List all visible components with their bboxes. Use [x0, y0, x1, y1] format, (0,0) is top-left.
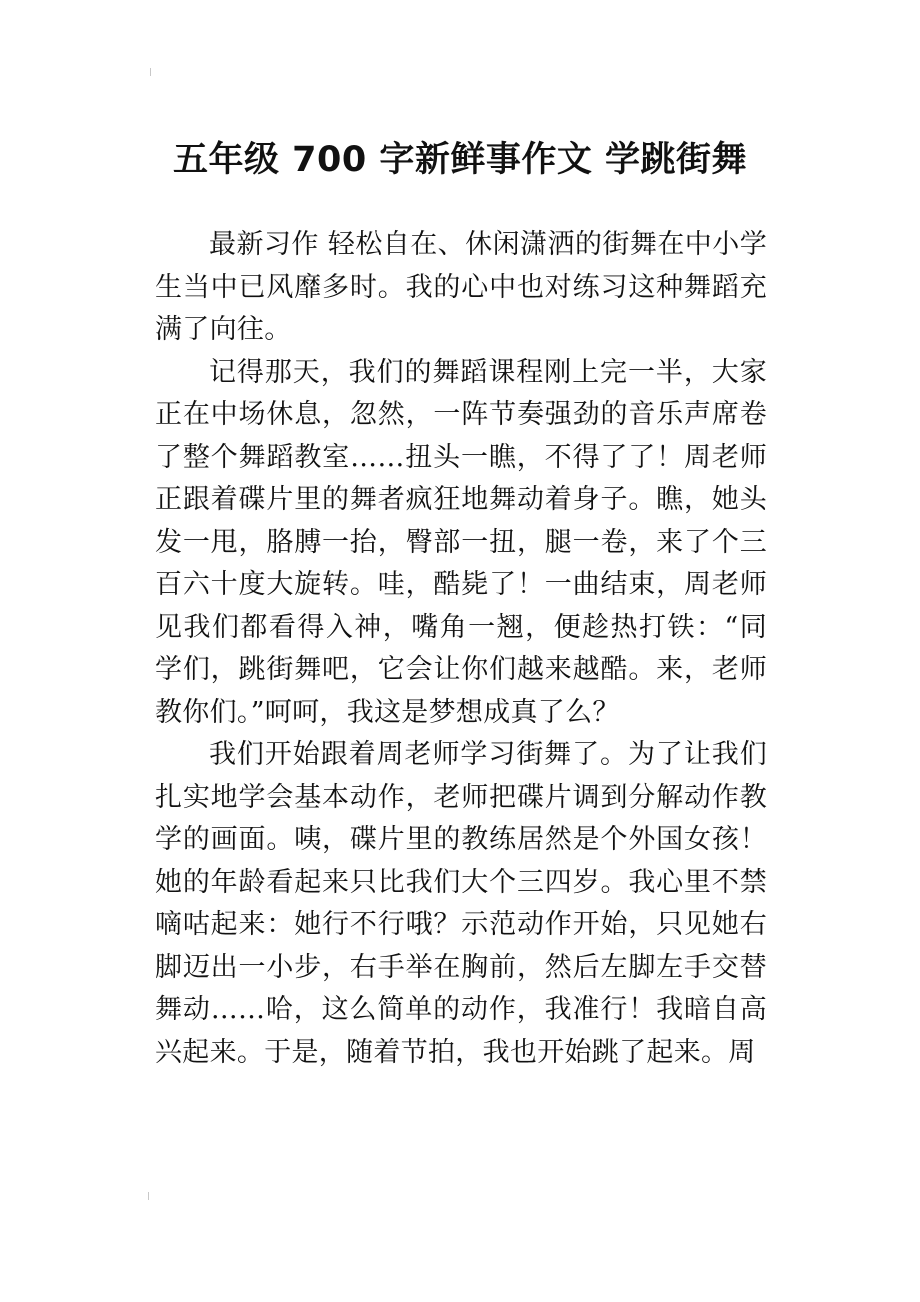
paragraph: 最新习作 轻松自在、休闲潇洒的街舞在中小学生当中已风靡多时。我的心中也对练习这种舞蹈充满了向往。 — [155, 229, 767, 345]
paragraph: 我们开始跟着周老师学习街舞了。为了让我们扎实地学会基本动作，老师把碟片调到分解动作教学的画面。咦，碟片里的教练居然是个外国女孩！她的年龄看起来只比我们大个三四岁。我心里不禁嘀咕起来：她行不行哦？示范动作开始，只见她右脚迈出一小步，右手举在胸前，然后左脚左手交替舞动……哈，这么简单的动作，我准行！我暗自高兴起来。于是，随着节拍，我也开始跳了起来。周 — [155, 739, 767, 1068]
paragraph: 记得那天，我们的舞蹈课程刚上完一半，大家正在中场休息，忽然，一阵节奏强劲的音乐声席卷了整个舞蹈教室……扭头一瞧，不得了了！周老师正跟着碟片里的舞者疯狂地舞动着身子。瞧，她头发一甩，胳膊一抬，臀部一扭，腿一卷，来了个三百六十度大旋转。哇，酷毙了！一曲结束，周老师见我们都看得入神，嘴角一翘，便趁热打铁：“同学们，跳街舞吧，它会让你们越来越酷。来，老师教你们。”呵呵，我这是梦想成真了么？ — [155, 356, 767, 728]
crop-mark-bottom — [148, 1192, 153, 1200]
article-body — [155, 224, 767, 1074]
document-title: 五年级 700 字新鲜事作文 学跳街舞 — [172, 140, 748, 181]
crop-mark-top — [150, 68, 155, 76]
